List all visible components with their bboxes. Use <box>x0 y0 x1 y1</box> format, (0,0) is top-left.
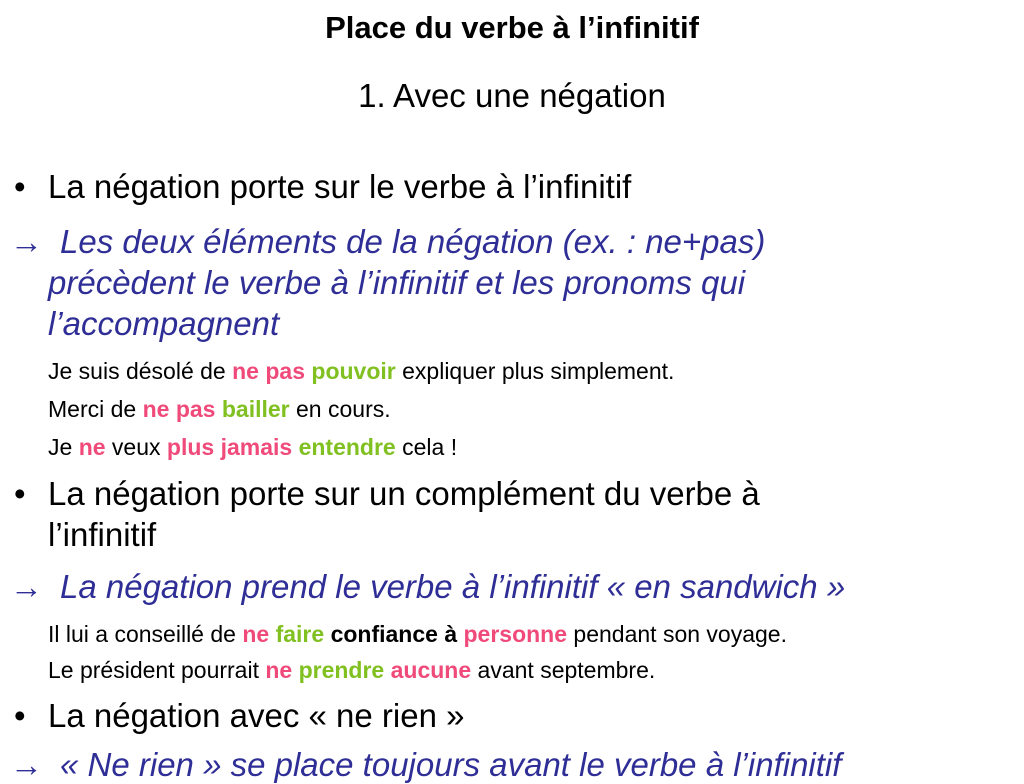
bullet-text-line: La négation porte sur un complément du verbe à <box>48 475 760 512</box>
arrow-icon: → <box>10 223 43 260</box>
negation-words: ne <box>242 621 270 647</box>
bullet-marker: • <box>14 697 26 734</box>
example-sentence <box>48 657 655 684</box>
arrow-text-line: Les deux éléments de la négation (ex. : ne+pas) <box>60 223 766 260</box>
arrow-text-line: précèdent le verbe à l’infinitif et les pronoms qui <box>48 264 746 301</box>
example-sentence <box>48 396 391 423</box>
bullet-marker: • <box>14 168 26 205</box>
arrow-icon: → <box>10 568 43 605</box>
example-text: expliquer plus simplement. <box>395 358 675 384</box>
example-text: cela ! <box>395 434 458 460</box>
slide-subtitle: 1. Avec une négation <box>358 77 666 114</box>
bullet-marker: • <box>14 475 26 512</box>
negation-words: personne <box>463 621 568 647</box>
example-text: veux <box>105 434 167 460</box>
bullet-text: La négation avec « ne rien » <box>48 697 465 734</box>
example-sentence <box>48 358 674 385</box>
infinitive-verb: bailler <box>221 396 290 422</box>
infinitive-verb: entendre <box>298 434 396 460</box>
example-text: pendant son voyage. <box>567 621 787 647</box>
example-text: en cours. <box>289 396 391 422</box>
negation-words: aucune <box>390 657 472 683</box>
arrow-text: La négation prend le verbe à l’infinitif « en sandwich » <box>60 568 846 605</box>
example-text: Il lui a conseillé de <box>48 621 243 647</box>
example-text: Je <box>48 434 79 460</box>
bullet-text: La négation porte sur le verbe à l’infinitif <box>48 168 632 205</box>
slide-title: Place du verbe à l’infinitif <box>325 10 699 45</box>
infinitive-verb: faire <box>275 621 325 647</box>
example-sentence <box>48 434 457 461</box>
example-text: avant septembre. <box>471 657 656 683</box>
complement-words: confiance à <box>330 621 458 647</box>
example-text: Merci de <box>48 396 143 422</box>
infinitive-verb: prendre <box>298 657 385 683</box>
negation-words: ne pas <box>142 396 216 422</box>
negation-words: plus jamais <box>166 434 293 460</box>
arrow-text-line: l’accompagnent <box>48 305 280 342</box>
infinitive-verb: pouvoir <box>311 358 396 384</box>
bullet-text-line: l’infinitif <box>48 516 157 553</box>
example-sentence <box>48 621 787 648</box>
negation-words: ne <box>78 434 106 460</box>
arrow-icon: → <box>10 746 43 783</box>
example-text: Le président pourrait <box>48 657 266 683</box>
example-text: Je suis désolé de <box>48 358 233 384</box>
negation-words: ne pas <box>232 358 305 384</box>
negation-words: ne <box>265 657 293 683</box>
arrow-text: « Ne rien » se place toujours avant le verbe à l’infinitif <box>60 746 842 783</box>
